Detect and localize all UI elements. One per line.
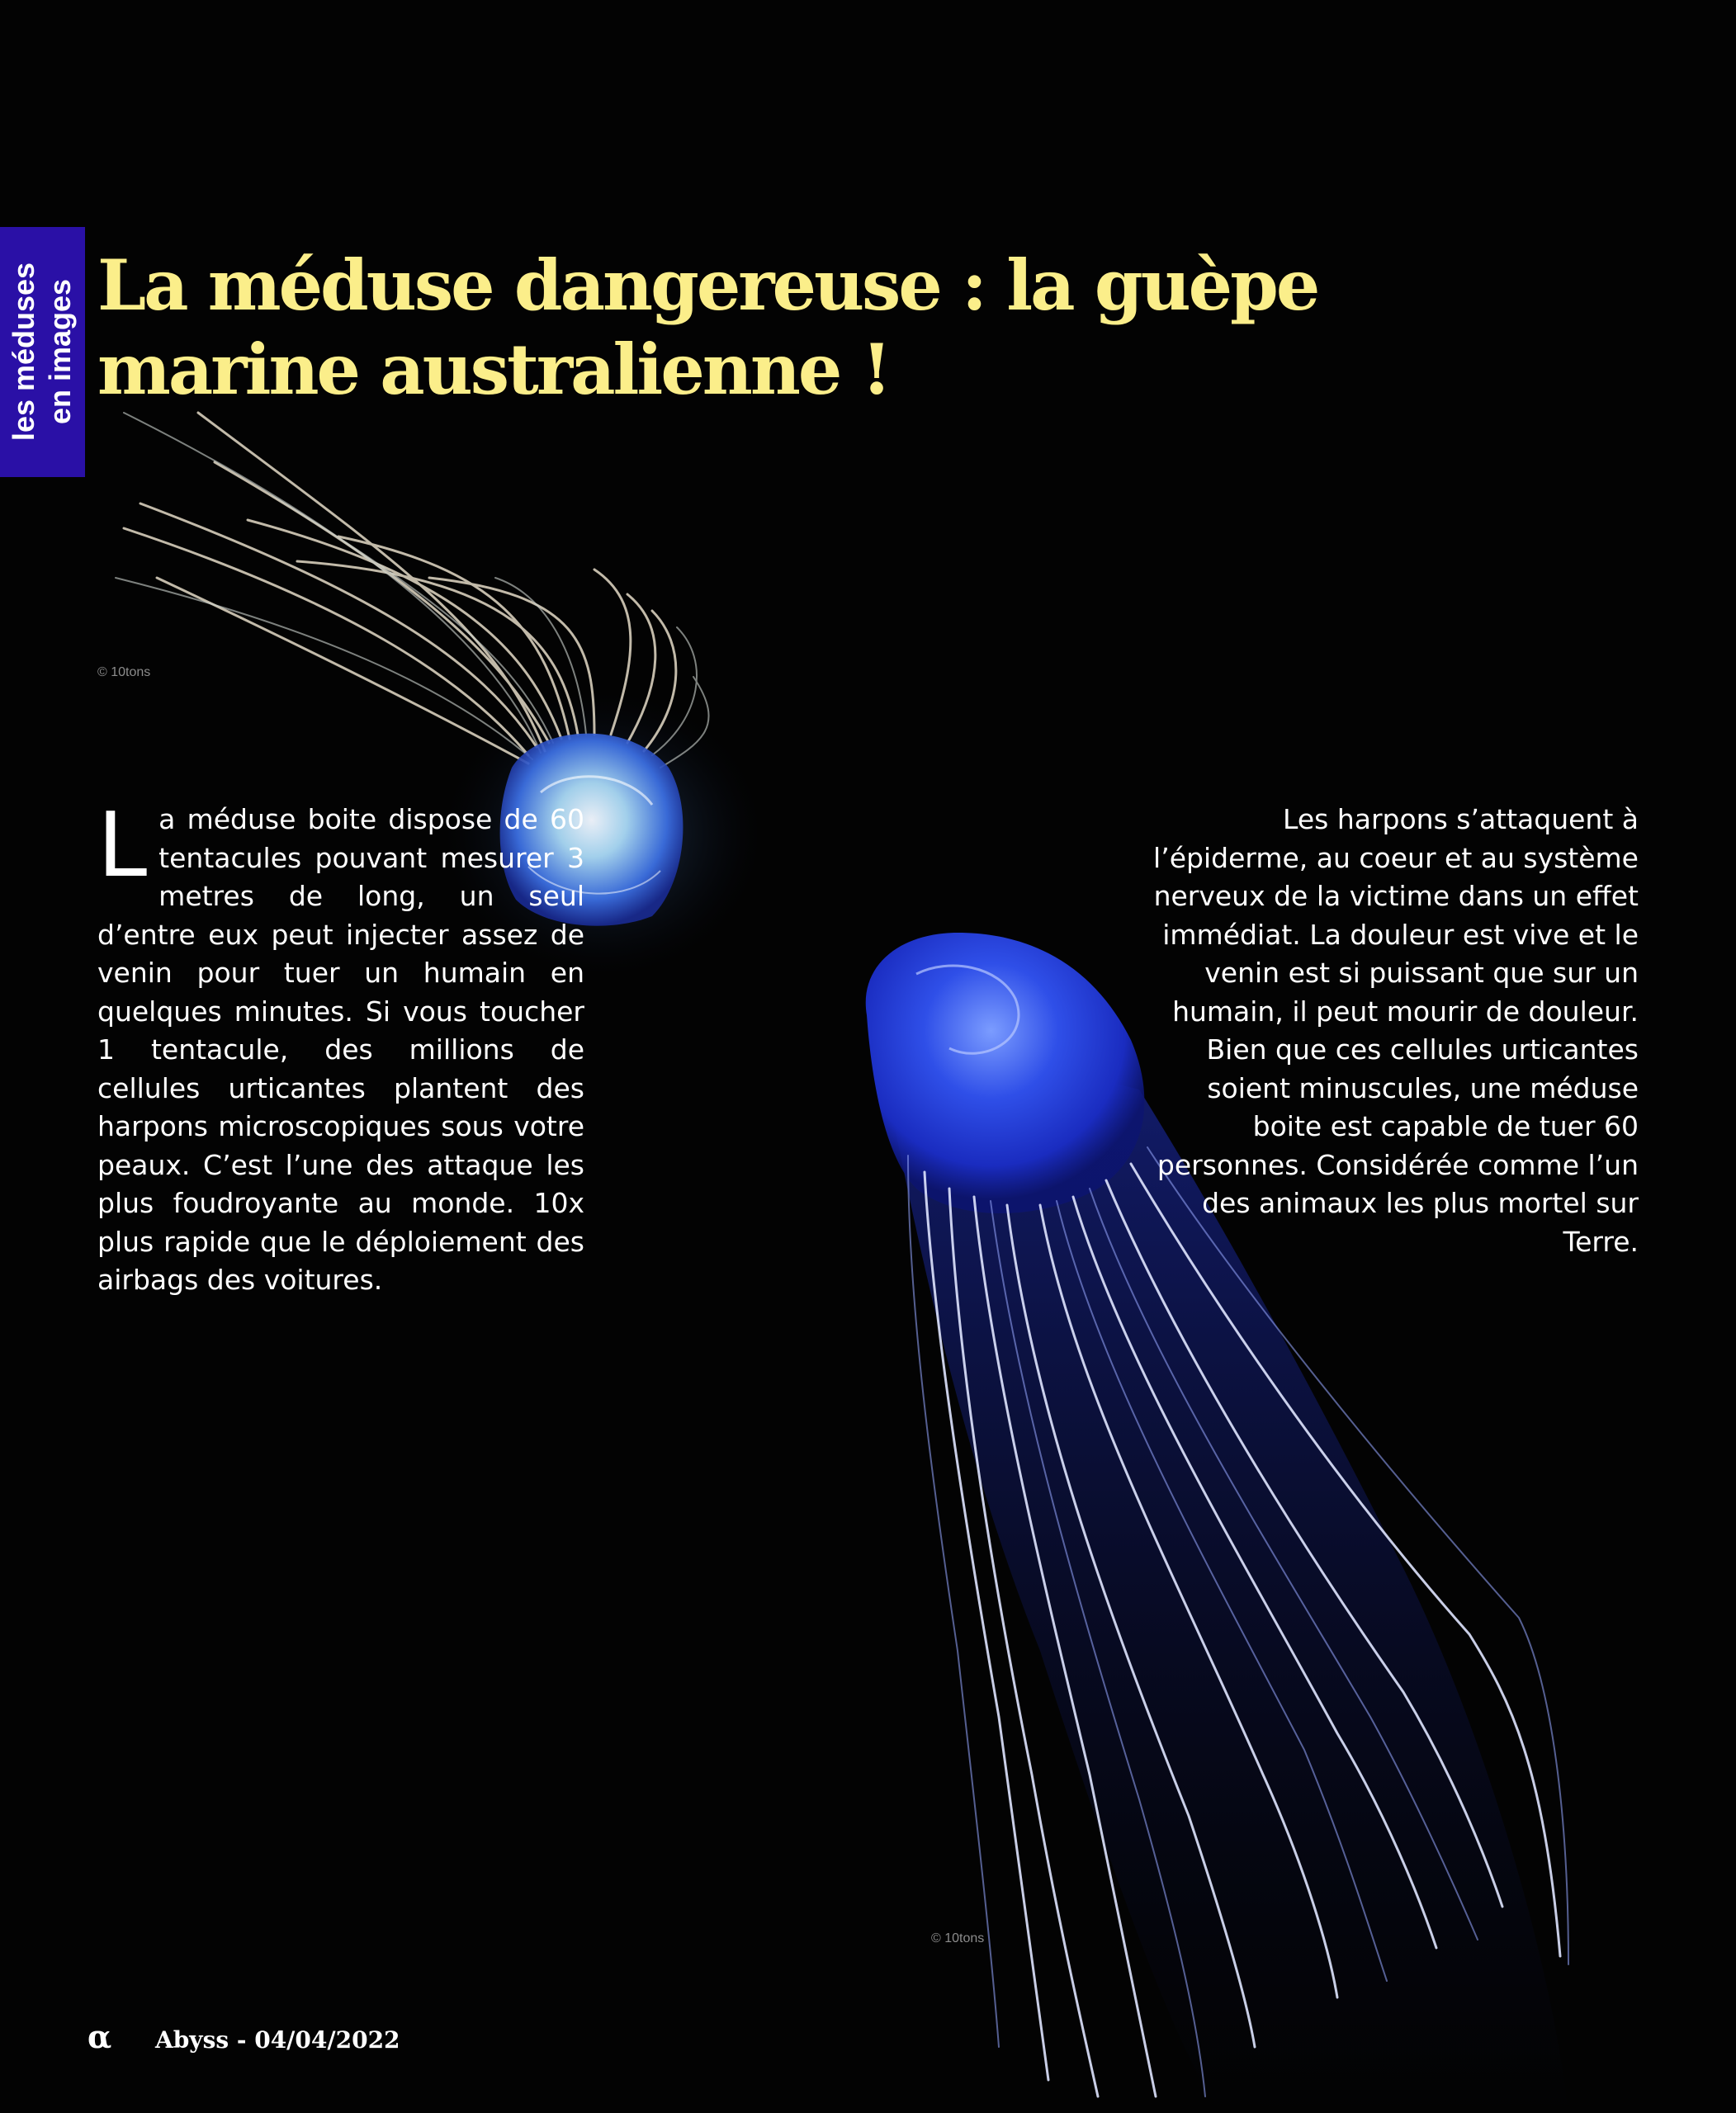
right-column-text: Les harpons s’attaquent à l’épiderme, au coeur et au système nerveux de la victime dans un effet immédiat. La douleur est vive et le venin est si puissant que sur un humain, il peut mourir de douleur. Bien que ces cellules urticantes soient minuscules, une méduse boite est capable de tuer 60 personnes. Considérée comme l’un des animaux les plus mortel sur Terre. [1153,803,1639,1258]
left-column-body: a méduse boite dispose de 60 tentacules pouvant mesurer 3 metres de long, un seul d’entre eux peut injecter assez de venin pour tuer un humain en quelques minutes. Si vous toucher 1 tentacule, des millions de cellules urticantes plantent des harpons microscopiques sous votre peaux. C’est l’une des attaque les plus foudroyante au monde. 10x plus rapide que le déploiement des airbags des voitures. [97,803,584,1296]
issue-label: Abyss - 04/04/2022 [155,2026,400,2054]
page-title: La méduse dangereuse : la guèpe marine australienne ! [97,244,1318,410]
section-tab-line-1: les méduses [7,262,40,442]
photo-credit-bottom: © 10tons [931,1931,985,1945]
section-tab [0,227,85,477]
section-tab-label [6,262,78,441]
magazine-logo: α [88,2018,112,2055]
photo-credit-top: © 10tons [97,665,151,679]
left-column-text [97,794,584,1300]
drop-cap: L [97,794,148,897]
section-tab-line-2: en images [43,278,77,425]
